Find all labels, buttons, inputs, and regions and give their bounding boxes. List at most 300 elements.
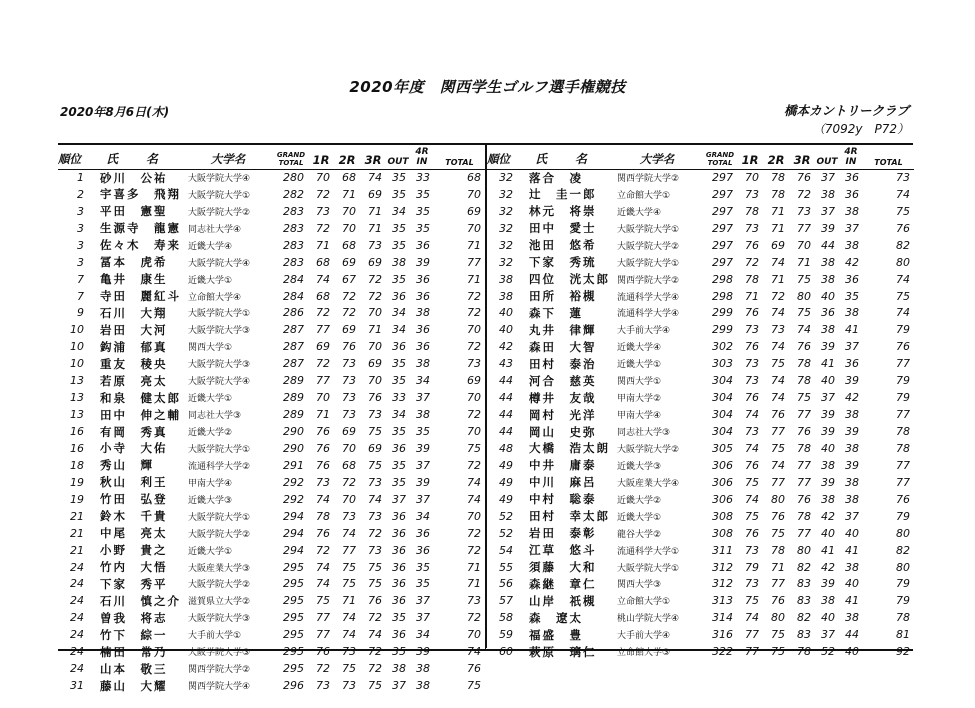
university-cell: 関西大学① (617, 377, 662, 388)
university-cell: 甲南大学④ (617, 411, 662, 422)
out-cell: 35 (392, 272, 406, 286)
round2-cell: 72 (771, 289, 785, 303)
round3-cell: 75 (368, 560, 382, 574)
in-cell: 37 (845, 509, 859, 523)
table-row (58, 254, 485, 271)
round2-cell: 71 (342, 594, 356, 608)
player-name-cell: 秋山 利王 (100, 475, 168, 490)
round1-cell: 72 (316, 187, 330, 201)
out-cell: 39 (821, 408, 835, 422)
round1-cell: 76 (316, 425, 330, 439)
out-cell: 38 (392, 662, 406, 676)
out-cell: 35 (392, 475, 406, 489)
rank-cell: 10 (70, 340, 84, 354)
out-cell: 36 (392, 543, 406, 557)
grand-total-cell: 306 (712, 458, 733, 472)
round3-cell: 77 (797, 475, 811, 489)
results-table-right (487, 145, 914, 660)
round3-cell: 76 (368, 594, 382, 608)
table-row (487, 305, 914, 322)
rank-cell: 32 (499, 171, 513, 185)
col-4r-label: 4R (844, 146, 858, 157)
table-row (58, 525, 485, 542)
table-row (58, 406, 485, 423)
grand-total-cell: 313 (712, 594, 733, 608)
round3-cell: 69 (368, 441, 382, 455)
rank-cell: 32 (499, 238, 513, 252)
round3-cell: 73 (368, 509, 382, 523)
player-name-cell: 曽我 将志 (100, 610, 168, 625)
university-cell: 立命館大学① (617, 597, 671, 608)
rank-cell: 44 (499, 374, 513, 388)
total-cell: 75 (467, 679, 481, 693)
round1-cell: 73 (745, 577, 759, 591)
round1-cell: 76 (316, 645, 330, 659)
round2-cell: 73 (342, 408, 356, 422)
round3-cell: 83 (797, 628, 811, 642)
table-row (58, 237, 485, 254)
results-table-left (58, 145, 485, 694)
in-cell: 37 (845, 340, 859, 354)
round3-cell: 82 (797, 560, 811, 574)
table-row (487, 525, 914, 542)
rank-cell: 40 (499, 306, 513, 320)
university-cell: 関西学院大学② (617, 275, 680, 286)
university-cell: 大手前大学① (188, 631, 242, 642)
total-cell: 68 (467, 171, 481, 185)
round3-cell: 76 (797, 340, 811, 354)
in-cell: 37 (416, 492, 430, 506)
university-cell: 大阪学院大学② (188, 529, 251, 540)
round2-cell: 71 (771, 560, 785, 574)
out-cell: 38 (821, 594, 835, 608)
out-cell: 41 (821, 357, 835, 371)
round2-cell: 74 (771, 458, 785, 472)
in-cell: 39 (845, 374, 859, 388)
in-cell: 40 (845, 577, 859, 591)
venue-name: 橋本カントリークラブ (783, 103, 909, 118)
out-cell: 39 (821, 577, 835, 591)
grand-total-cell: 289 (283, 408, 304, 422)
university-cell: 近畿大学③ (188, 495, 233, 506)
out-cell: 33 (392, 391, 406, 405)
university-cell: 同志社大学③ (617, 428, 671, 439)
round1-cell: 76 (745, 306, 759, 320)
grand-total-cell: 298 (712, 289, 733, 303)
university-cell: 大阪学院大学③ (188, 648, 251, 659)
in-cell: 38 (845, 492, 859, 506)
rank-cell: 13 (70, 408, 84, 422)
round3-cell: 73 (368, 475, 382, 489)
round2-cell: 76 (342, 340, 356, 354)
out-cell: 40 (821, 289, 835, 303)
round3-cell: 70 (368, 374, 382, 388)
player-name-cell: 竹下 綜一 (100, 627, 168, 642)
round3-cell: 76 (797, 171, 811, 185)
round1-cell: 71 (316, 408, 330, 422)
university-cell: 大手前大学④ (617, 326, 671, 337)
total-cell: 71 (467, 560, 481, 574)
table-row (58, 389, 485, 406)
round2-cell: 74 (342, 628, 356, 642)
col-grand-total (703, 145, 737, 169)
grand-total-cell: 295 (283, 611, 304, 625)
university-cell: 立命館大学③ (617, 648, 671, 659)
col-total: TOTAL (874, 157, 903, 167)
university-cell: 同志社大学③ (188, 411, 242, 422)
grand-total-cell: 299 (712, 323, 733, 337)
total-cell: 76 (896, 492, 910, 506)
table-row (58, 440, 485, 457)
total-cell: 75 (467, 441, 481, 455)
table-row (487, 254, 914, 271)
in-cell: 36 (416, 238, 430, 252)
table-row (58, 660, 485, 677)
out-cell: 36 (392, 340, 406, 354)
table-row (58, 576, 485, 593)
total-cell: 70 (467, 425, 481, 439)
round1-cell: 74 (316, 560, 330, 574)
player-name-cell: 福盛 豊 (529, 627, 583, 642)
player-name-cell: 秀山 輝 (100, 458, 154, 473)
grand-total-cell: 294 (283, 526, 304, 540)
table-row (58, 643, 485, 660)
in-cell: 41 (845, 543, 859, 557)
grand-total-cell: 284 (283, 272, 304, 286)
in-cell: 38 (416, 662, 430, 676)
col-total: TOTAL (445, 157, 474, 167)
player-name-cell: 岡村 光洋 (529, 407, 597, 422)
out-cell: 34 (392, 323, 406, 337)
university-cell: 滋賀県立大学② (188, 597, 251, 608)
total-cell: 82 (896, 543, 910, 557)
round3-cell: 72 (368, 272, 382, 286)
round1-cell: 74 (745, 441, 759, 455)
grand-total-cell: 304 (712, 425, 733, 439)
player-name-cell: 田村 泰治 (529, 356, 597, 371)
rank-cell: 21 (70, 543, 84, 557)
out-cell: 36 (392, 289, 406, 303)
round1-cell: 68 (316, 289, 330, 303)
grand-total-cell: 297 (712, 238, 733, 252)
round3-cell: 74 (368, 628, 382, 642)
round1-cell: 73 (745, 543, 759, 557)
player-name-cell: 鈎浦 郁真 (100, 339, 168, 354)
table-row (487, 288, 914, 305)
round3-cell: 73 (368, 408, 382, 422)
university-cell: 流通科学大学④ (617, 292, 680, 303)
rank-cell: 2 (77, 187, 84, 201)
table-row (487, 389, 914, 406)
round3-cell: 71 (368, 323, 382, 337)
in-cell: 36 (416, 289, 430, 303)
table-row (487, 457, 914, 474)
university-cell: 近畿大学④ (617, 207, 662, 218)
table-row (487, 474, 914, 491)
round2-cell: 80 (771, 492, 785, 506)
player-name-cell: 樽井 友哉 (529, 390, 597, 405)
total-cell: 70 (467, 391, 481, 405)
in-cell: 34 (416, 374, 430, 388)
out-cell: 38 (821, 255, 835, 269)
rank-cell: 3 (77, 204, 84, 218)
total-cell: 73 (467, 594, 481, 608)
total-cell: 74 (467, 475, 481, 489)
round1-cell: 73 (745, 425, 759, 439)
round1-cell: 74 (316, 492, 330, 506)
round1-cell: 77 (316, 323, 330, 337)
player-name-cell: 須藤 大和 (529, 560, 597, 575)
round1-cell: 76 (316, 526, 330, 540)
player-name-cell: 若原 亮太 (100, 373, 168, 388)
out-cell: 38 (821, 272, 835, 286)
grand-total-cell: 287 (283, 357, 304, 371)
round1-cell: 76 (745, 238, 759, 252)
table-row (487, 271, 914, 288)
rank-cell: 48 (499, 441, 513, 455)
rank-cell: 19 (70, 475, 84, 489)
player-name-cell: 石川 慎之介 (100, 593, 181, 608)
university-cell: 甲南大学④ (188, 478, 233, 489)
table-row (58, 457, 485, 474)
total-cell: 77 (896, 475, 910, 489)
in-cell: 40 (845, 645, 859, 659)
round2-cell: 74 (342, 611, 356, 625)
round3-cell: 83 (797, 594, 811, 608)
round2-cell: 75 (771, 526, 785, 540)
total-cell: 74 (896, 187, 910, 201)
out-cell: 35 (392, 187, 406, 201)
out-cell: 36 (392, 594, 406, 608)
round1-cell: 74 (745, 611, 759, 625)
total-cell: 78 (896, 441, 910, 455)
round3-cell: 72 (368, 645, 382, 659)
out-cell: 35 (392, 458, 406, 472)
rank-cell: 24 (70, 645, 84, 659)
in-cell: 39 (416, 441, 430, 455)
university-cell: 大手前大学④ (617, 631, 671, 642)
university-cell: 大阪産業大学④ (617, 478, 680, 489)
round3-cell: 75 (797, 391, 811, 405)
round1-cell: 72 (745, 255, 759, 269)
rank-cell: 24 (70, 628, 84, 642)
university-cell: 立命館大学① (617, 190, 671, 201)
round1-cell: 73 (745, 221, 759, 235)
rank-cell: 49 (499, 475, 513, 489)
player-name-cell: 佐々木 寿来 (100, 238, 181, 253)
in-cell: 38 (845, 204, 859, 218)
university-cell: 流通科学大学① (617, 546, 680, 557)
total-cell: 78 (896, 425, 910, 439)
header-row (58, 145, 485, 169)
round2-cell: 68 (342, 458, 356, 472)
player-name-cell: 和泉 健太郎 (100, 390, 181, 405)
round2-cell: 76 (771, 509, 785, 523)
grand-total-cell: 292 (283, 475, 304, 489)
university-cell: 大阪学院大学① (617, 224, 680, 235)
total-cell: 74 (467, 492, 481, 506)
round3-cell: 78 (797, 441, 811, 455)
grand-total-cell: 304 (712, 408, 733, 422)
university-cell: 関西学院大学② (188, 665, 251, 676)
player-name-cell: 田村 幸太郎 (529, 509, 610, 524)
in-cell: 44 (845, 628, 859, 642)
total-cell: 72 (467, 340, 481, 354)
in-cell: 38 (416, 679, 430, 693)
round3-cell: 75 (368, 458, 382, 472)
rank-cell: 24 (70, 611, 84, 625)
round2-cell: 74 (771, 374, 785, 388)
rank-cell: 38 (499, 289, 513, 303)
player-name-cell: 森継 章仁 (529, 576, 597, 591)
round2-cell: 74 (771, 340, 785, 354)
total-cell: 79 (896, 577, 910, 591)
grand-total-cell: 304 (712, 374, 733, 388)
out-cell: 52 (821, 645, 835, 659)
total-cell: 82 (896, 238, 910, 252)
out-cell: 42 (821, 509, 835, 523)
grand-total-cell: 297 (712, 255, 733, 269)
in-cell: 36 (845, 171, 859, 185)
out-cell: 39 (821, 221, 835, 235)
grand-total-cell: 296 (283, 679, 304, 693)
university-cell: 大阪学院大学② (617, 241, 680, 252)
round3-cell: 78 (797, 645, 811, 659)
out-cell: 38 (821, 187, 835, 201)
out-cell: 38 (821, 492, 835, 506)
table-row (58, 203, 485, 220)
out-cell: 34 (392, 204, 406, 218)
round2-cell: 68 (342, 171, 356, 185)
grand-total-cell: 299 (712, 306, 733, 320)
table-row (58, 288, 485, 305)
table-row (487, 220, 914, 237)
round1-cell: 76 (316, 458, 330, 472)
col-1r: 1R (741, 152, 759, 167)
rank-cell: 7 (77, 289, 84, 303)
out-cell: 40 (821, 526, 835, 540)
total-cell: 70 (467, 509, 481, 523)
player-name-cell: 砂川 公祐 (100, 170, 168, 185)
total-cell: 72 (467, 408, 481, 422)
round2-cell: 69 (771, 238, 785, 252)
col-total-label: TOTAL (707, 158, 733, 167)
round3-cell: 77 (797, 458, 811, 472)
round2-cell: 73 (771, 323, 785, 337)
round2-cell: 73 (342, 391, 356, 405)
total-cell: 73 (467, 357, 481, 371)
university-cell: 龍谷大学② (617, 529, 662, 540)
university-cell: 近畿大学② (188, 428, 233, 439)
university-cell: 流通科学大学④ (617, 309, 680, 320)
grand-total-cell: 297 (712, 221, 733, 235)
table-row (58, 491, 485, 508)
in-cell: 38 (845, 306, 859, 320)
round1-cell: 76 (745, 340, 759, 354)
results-left-body (58, 169, 485, 694)
table-row (58, 186, 485, 203)
out-cell: 35 (392, 425, 406, 439)
round2-cell: 71 (342, 187, 356, 201)
round3-cell: 80 (797, 289, 811, 303)
round3-cell: 75 (797, 272, 811, 286)
in-cell: 34 (416, 628, 430, 642)
rank-cell: 32 (499, 221, 513, 235)
in-cell: 39 (416, 255, 430, 269)
player-name-cell: 丸井 律輝 (529, 322, 597, 337)
results-right-half (486, 145, 914, 659)
table-row (58, 542, 485, 559)
player-name-cell: 亀井 康生 (100, 272, 168, 287)
total-cell: 77 (896, 458, 910, 472)
table-row (487, 609, 914, 626)
rank-cell: 52 (499, 509, 513, 523)
rank-cell: 3 (77, 238, 84, 252)
rank-cell: 32 (499, 204, 513, 218)
player-name-cell: 小野 貴之 (100, 543, 168, 558)
round2-cell: 71 (771, 221, 785, 235)
round2-cell: 74 (342, 526, 356, 540)
grand-total-cell: 290 (283, 441, 304, 455)
out-cell: 35 (392, 357, 406, 371)
rank-cell: 44 (499, 425, 513, 439)
round1-cell: 69 (316, 340, 330, 354)
grand-total-cell: 287 (283, 323, 304, 337)
total-cell: 70 (467, 323, 481, 337)
round3-cell: 80 (797, 543, 811, 557)
round3-cell: 82 (797, 611, 811, 625)
total-cell: 78 (896, 611, 910, 625)
total-cell: 72 (467, 306, 481, 320)
in-cell: 37 (416, 611, 430, 625)
in-cell: 42 (845, 255, 859, 269)
player-name-cell: 江草 悠斗 (529, 543, 597, 558)
document-title: 2020年度 関西学生ゴルフ選手権競技 (349, 78, 626, 96)
in-cell: 36 (845, 187, 859, 201)
in-cell: 34 (416, 509, 430, 523)
total-cell: 79 (896, 323, 910, 337)
out-cell: 36 (392, 577, 406, 591)
total-cell: 80 (896, 526, 910, 540)
results-table (58, 143, 913, 693)
round2-cell: 77 (771, 425, 785, 439)
round2-cell: 75 (342, 662, 356, 676)
round2-cell: 75 (771, 441, 785, 455)
round2-cell: 78 (771, 171, 785, 185)
university-cell: 近畿大学① (188, 394, 233, 405)
out-cell: 37 (821, 171, 835, 185)
in-cell: 35 (416, 560, 430, 574)
results-left-half (58, 145, 485, 694)
total-cell: 92 (896, 645, 910, 659)
round2-cell: 74 (771, 255, 785, 269)
player-name-cell: 辻 圭一郎 (529, 187, 597, 202)
round1-cell: 72 (316, 543, 330, 557)
rank-cell: 42 (499, 340, 513, 354)
rank-cell: 55 (499, 560, 513, 574)
table-row (58, 609, 485, 626)
university-cell: 流通科学大学② (188, 461, 251, 472)
rank-cell: 18 (70, 458, 84, 472)
round1-cell: 74 (745, 408, 759, 422)
round1-cell: 74 (745, 492, 759, 506)
grand-total-cell: 295 (283, 560, 304, 574)
grand-total-cell: 305 (712, 441, 733, 455)
player-name-cell: 河合 慈英 (529, 373, 597, 388)
col-total-label: TOTAL (278, 158, 304, 167)
in-cell: 36 (416, 340, 430, 354)
university-cell: 大阪学院大学① (188, 309, 251, 320)
